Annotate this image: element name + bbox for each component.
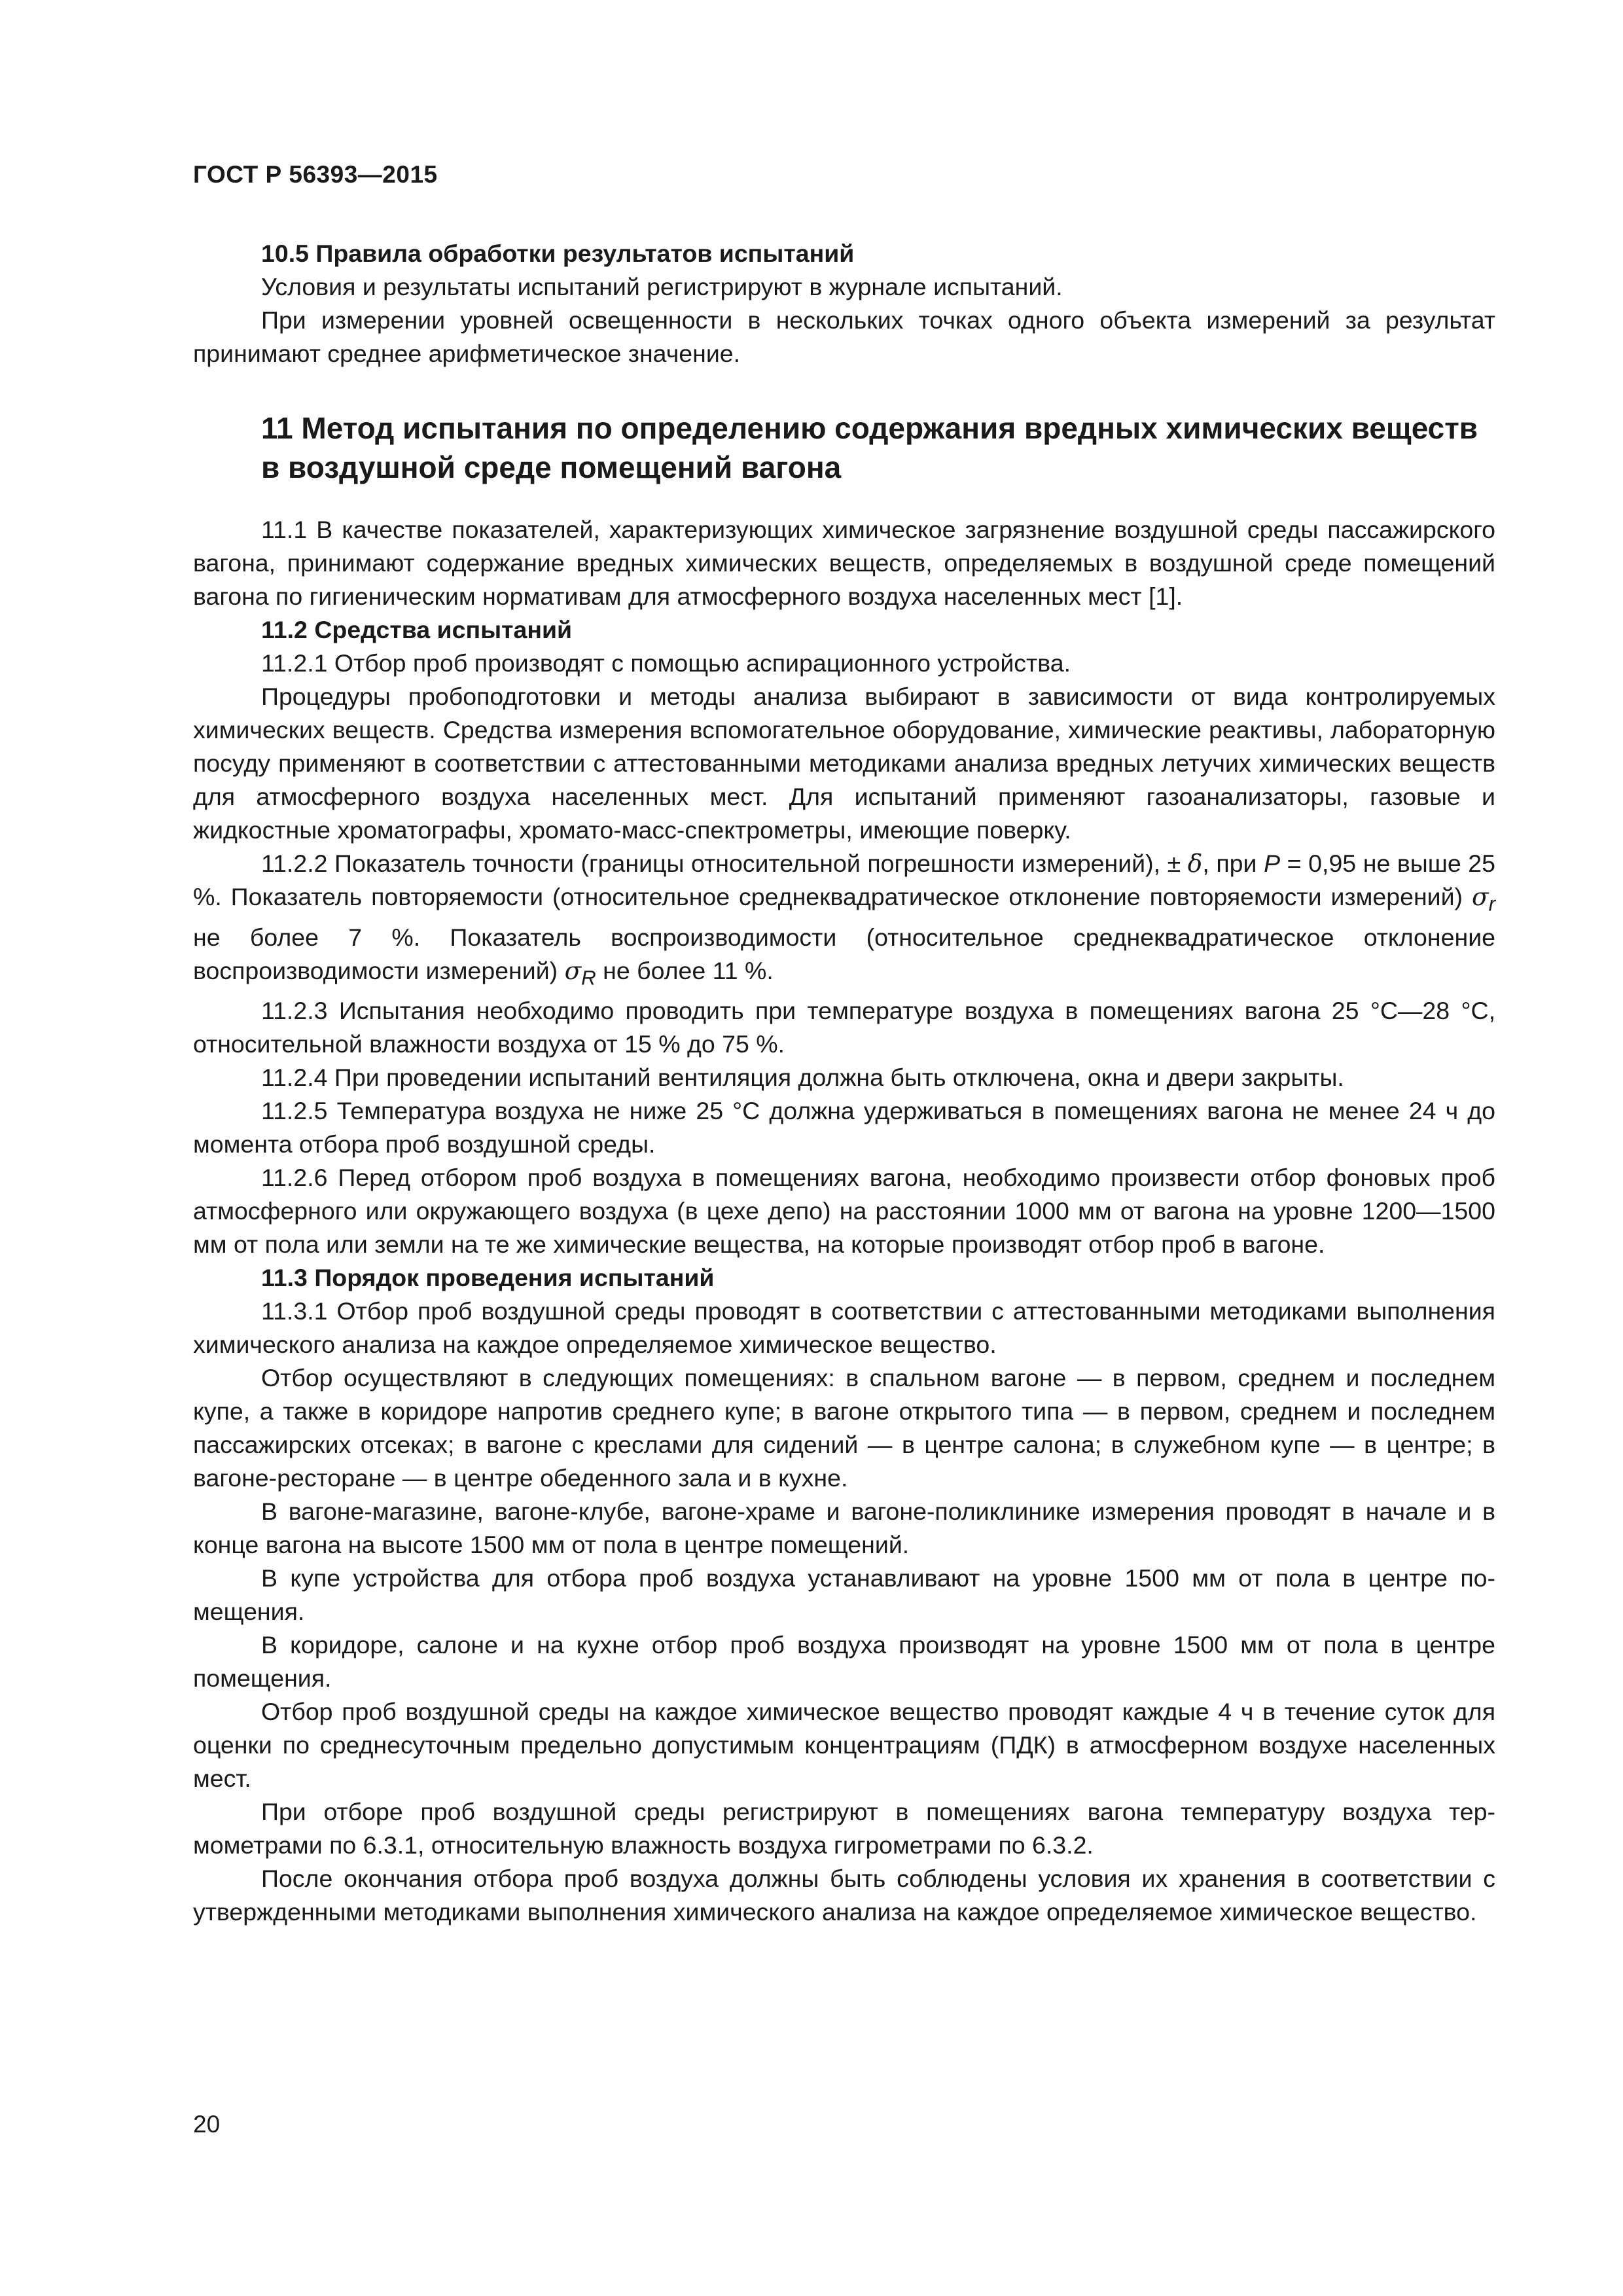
paragraph: В коридоре, салоне и на кухне отбор проб воздуха производят на уровне 1500 мм от пола в центре помещения. — [193, 1631, 1495, 1692]
paragraph: Процедуры пробоподготовки и методы анализа выбирают в зависимости от вида контролируемых химических веществ. Средства измерения вспомогательное оборудование, химические реактивы, лабораторную посуду применяют в соответствии с аттестованными методиками анализа вредных летучих химических веществ для атмосферного воздуха населенных мест. Для испытаний применяют газоанализаторы, газовые и жидкостные хроматографы, хромато-масс-спектрометры, имеющие поверку. — [193, 683, 1495, 844]
subscript-r: r — [1488, 892, 1495, 916]
paragraph: Отбор осуществляют в следующих помещениях: в спальном вагоне — в первом, среднем и последнем купе, а также в коридоре напротив среднего купе; в вагоне открытого типа — в первом, среднем и последнем пассажирских отсеках; в вагоне с креслами для сидений — в центре салона; в служебном купе — в центре; в вагоне-ресторане — в центре обеденного зала и в кухне. — [193, 1364, 1495, 1492]
subsection-title-11-3: 11.3 Порядок проведения испытаний — [261, 1264, 715, 1291]
paragraph: 11.2.4 При проведении испытаний вентиляция должна быть отключена, окна и двери закрыты. — [261, 1064, 1344, 1091]
document-header: ГОСТ Р 56393—2015 — [193, 161, 438, 188]
paragraph: В купе устройства для отбора проб воздуха устанавливают на уровне 1500 мм от пола в центре помещения. — [193, 1564, 1495, 1625]
text-run: = 0,95 не выше 25 %. Показатель повторяемости (относительное среднеквадратическое отклонение повторяемости измерений) — [193, 850, 1495, 910]
paragraph: 11.2.1 Отбор проб производят с помощью аспирационного устройства. — [261, 649, 1071, 677]
paragraph: Отбор проб воздушной среды на каждое химическое вещество проводят каждые 4 ч в течение суток для оценки по среднесуточным предельно допустимым концентрациям (ПДК) в атмосферном воздухе населенных мест. — [193, 1698, 1495, 1792]
delta-symbol: δ — [1187, 849, 1203, 878]
text-run: 11.2.2 Показатель точности (границы относительной погрешности измерений), ± — [261, 850, 1188, 877]
paragraph: 11.2.6 Перед отбором проб воздуха в помещениях вагона, необходимо произвести отбор фоновых проб атмосферного или окружающего воздуха (в цехе депо) на расстоянии 1000 мм от вагона на уровне 1200—1500 мм от пола или земли на те же химические вещества, на которые производят отбор проб в вагоне. — [193, 1164, 1495, 1258]
paragraph: 11.1 В качестве показателей, характеризующих химическое загрязнение воздушной среды пассажирского вагона, принимают содержание вредных химических веществ, определяемых в воздушной среде помещений вагона по гигиеническим нормативам для атмосферного воздуха населенных мест [1]. — [193, 516, 1495, 610]
paragraph: Условия и результаты испытаний регистрируют в журнале испытаний. — [261, 273, 1063, 300]
paragraph: При измерении уровней освещенности в нескольких точках одного объекта измерений за результат принимают среднее арифметическое значение. — [193, 306, 1495, 367]
subsection-title-10-5: 10.5 Правила обработки результатов испытаний — [261, 240, 855, 267]
paragraph: 11.2.5 Температура воздуха не ниже 25 °С должна удерживаться в помещениях вагона не менее 24 ч до момента отбора проб воздушной среды. — [193, 1097, 1495, 1158]
subsection-title-11-2: 11.2 Средства испытаний — [261, 616, 573, 643]
paragraph: 11.3.1 Отбор проб воздушной среды проводят в соответствии с аттестованными методиками выполнения химического анализа на каждое определяемое химическое вещество. — [193, 1297, 1495, 1358]
probability-symbol: P — [1264, 850, 1281, 877]
paragraph: В вагоне-магазине, вагоне-клубе, вагоне-храме и вагоне-поликлинике измерения проводят в начале и в конце вагона на высоте 1500 мм от пола в центре помещений. — [193, 1498, 1495, 1558]
sigma-symbol: σ — [564, 956, 582, 985]
paragraph: При отборе проб воздушной среды регистрируют в помещениях вагона температуру воздуха термометрами по 6.3.1, относительную влажность воздуха гигрометрами по 6.3.2. — [193, 1798, 1495, 1859]
sigma-symbol: σ — [1471, 882, 1489, 911]
paragraph-accuracy — [193, 847, 1495, 994]
page-number: 20 — [193, 2111, 221, 2138]
section-title-11: 11 Метод испытания по определению содержания вредных химических веществ в воздушной среде помещений вагона — [261, 411, 1478, 484]
document-body — [193, 237, 1495, 1929]
text-run: не более 7 %. Показатель воспроизводимости (относительное среднеквадратическое отклонение воспроизводимости измерений) — [193, 923, 1495, 984]
paragraph: После окончания отбора проб воздуха должны быть соблюдены условия их хранения в соответствии с утвержденными методиками выполнения химического анализа на каждое определяемое химическое вещество. — [193, 1865, 1495, 1926]
paragraph: 11.2.3 Испытания необходимо проводить при температуре воздуха в помещениях вагона 25 °С—28 °С, относительной влажности воздуха от 15 % до 75 %. — [193, 997, 1495, 1058]
text-run: , при — [1202, 850, 1264, 877]
text-run: не более 11 %. — [596, 956, 774, 984]
subscript-R: R — [581, 966, 596, 989]
